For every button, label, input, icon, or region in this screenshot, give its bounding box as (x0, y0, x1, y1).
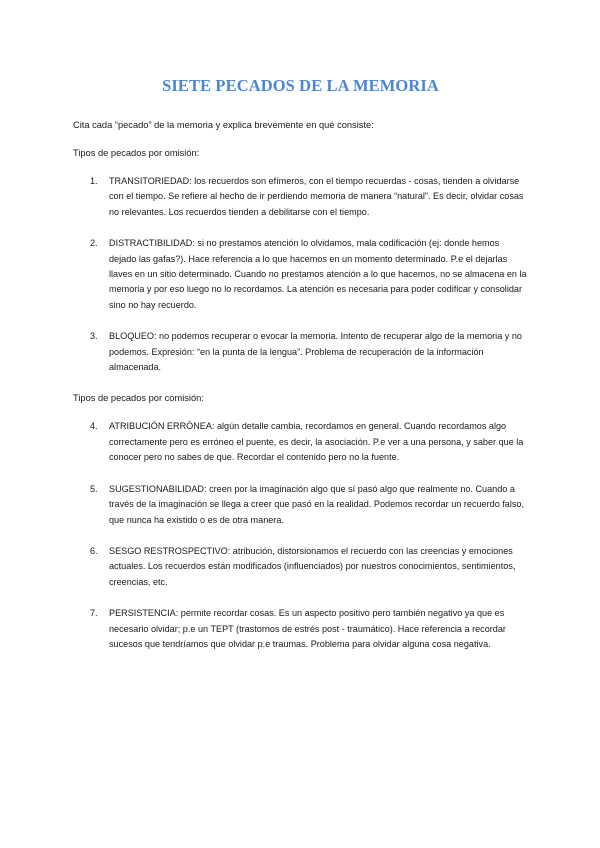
item-term: TRANSITORIEDAD (109, 176, 190, 186)
item-description: : permite recordar cosas. Es un aspecto positivo pero también negativo ya que es necesario olvidar; p.e un TEPT (trastornos de estrés post - traumático). Hace referencia a recordar sucesos que tendríamos que olvidar p.e traumas. Problema para olvidar alguna cosa negativa. (109, 608, 506, 649)
page-title: SIETE PECADOS DE LA MEMORIA (162, 76, 439, 95)
item-number: 4. (90, 421, 98, 432)
list-item (73, 606, 528, 652)
item-term: DISTRACTIBILIDAD (109, 238, 193, 249)
item-description: : no podemos recuperar o evocar la memoria. Intento de recuperar algo de la memoria y no podemos. Expresión: “en la punta de la lengua”. Problema de recuperación de la información almacenada. (109, 331, 522, 373)
item-term: SESGO RESTROSPECTIVO (109, 545, 228, 556)
item-description: : si no prestamos atención lo olvidamos, mala codificación (ej: donde hemos dejado las gafas?). Hace referencia a lo que hacemos en un momento determinado. P.e el dejarlas llaves en un sitio determinado. Cuando no prestamos atención a lo que hacemos, no se almacena en la memoria y por eso luego no lo recordamos. La atención es necesaria para poder codificar y consolidar sino no hay recuerdo. (109, 238, 527, 310)
omision-list (73, 174, 528, 375)
item-number: 1. (90, 176, 98, 186)
list-item (73, 482, 528, 528)
list-item (73, 236, 528, 313)
comision-list (73, 419, 528, 652)
omision-section-label: Tipos de pecados por omisión: (73, 148, 200, 158)
list-item (73, 174, 528, 220)
item-term: PERSISTENCIA (109, 608, 176, 619)
intro-instruction: Cita cada “pecado” de la memoria y explica brevemente en qué consiste: (73, 120, 374, 130)
item-number: 2. (90, 238, 98, 249)
item-number: 7. (90, 608, 98, 619)
item-term: SUGESTIONABILIDAD (109, 483, 205, 494)
item-description: : los recuerdos son efímeros, con el tiempo recuerdas - cosas, tienden a olvidarse con el tiempo. Se refiere al hecho de ir perdiendo memoria de manera “natural”. Es decir, olvidar cosas no relevantes. Los recuerdos tienden a debilitarse con el tiempo. (109, 176, 524, 217)
list-item (73, 329, 528, 375)
item-description: : algún detalle cambia, recordamos en general. Cuando recordamos algo correctamente pero es erróneo el puente, es decir, la asociación. P.e ver a una persona, y saber que la conocer pero no sabes de que. Recordar el contenido pero no la fuente. (109, 421, 524, 463)
list-item (73, 544, 528, 590)
item-term: BLOQUEO (109, 331, 154, 342)
item-description: : creen por la imaginación algo que sí pasó algo que realmente no. Cuando a través de la imaginación se llega a creer que pasó en la realidad. Podemos recordar un recuerdo falso, que nunca ha existido o es de otra manera. (109, 483, 525, 525)
item-number: 6. (90, 545, 98, 556)
list-item (73, 419, 528, 465)
item-number: 5. (90, 483, 98, 494)
item-term: ATRIBUCIÓN ERRÓNEA (109, 421, 212, 432)
item-number: 3. (90, 331, 98, 342)
item-description: : atribución, distorsionamos el recuerdo con las creencias y emociones actuales. Los recuerdos están modificados (influenciados) por nuestros conocimientos, sentimientos, creencias, etc. (109, 545, 516, 587)
comision-section-label: Tipos de pecados por comisión: (73, 393, 204, 404)
